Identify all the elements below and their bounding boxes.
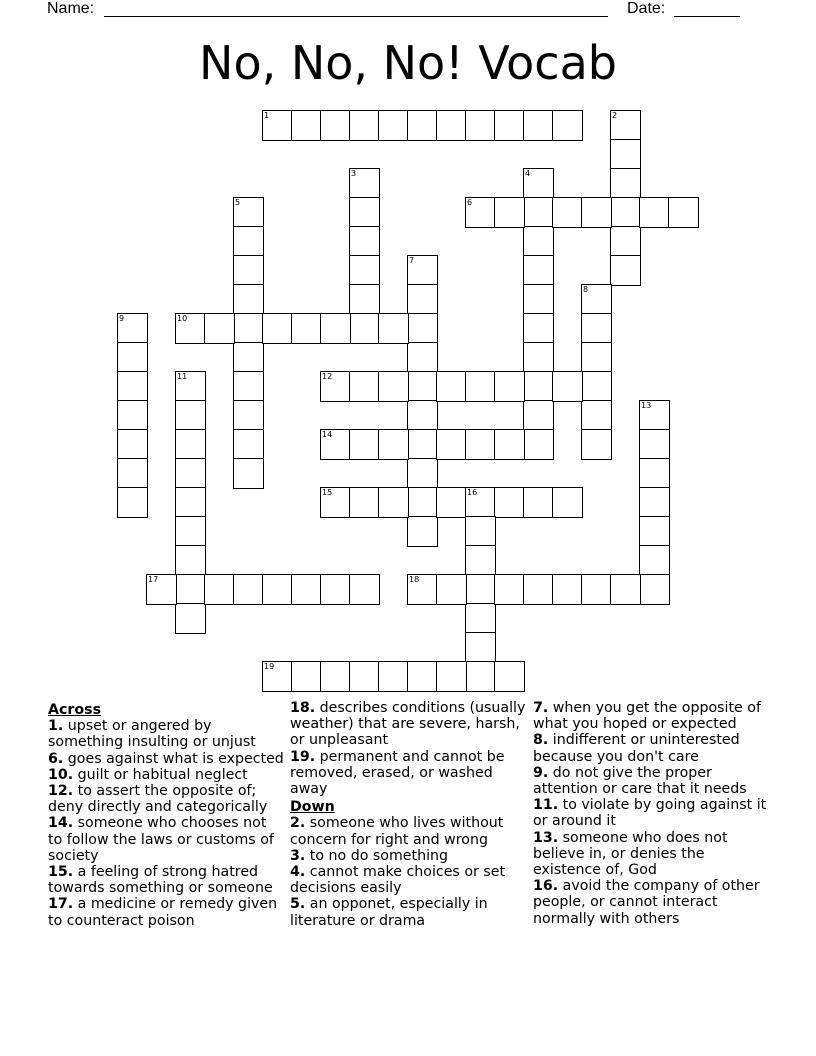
grid-cell[interactable] [349,226,380,257]
grid-cell[interactable] [175,487,206,518]
grid-cell[interactable] [175,458,206,489]
clue-number: 3 [351,169,357,178]
name-label: Name: [47,0,95,17]
clue-number: 12 [322,372,333,381]
grid-cell[interactable] [407,255,438,286]
grid-cell[interactable] [639,545,670,576]
clue-across-18: 18. describes conditions (usually weather) that are severe, harsh, or unpleasant [290,700,526,749]
grid-cell[interactable] [349,661,380,692]
grid-cell[interactable] [523,313,554,344]
grid-cell[interactable] [523,110,554,141]
grid-cell[interactable] [465,632,496,663]
grid-cell[interactable] [378,110,409,141]
clue-number: 7 [409,256,415,265]
grid-cell[interactable] [117,487,148,518]
grid-cell[interactable] [552,574,583,605]
grid-cell[interactable] [610,255,641,286]
grid-cell[interactable] [233,313,264,344]
clues-column-2 [290,700,526,929]
grid-cell[interactable] [146,574,177,605]
grid-cell[interactable] [552,110,583,141]
grid-cell[interactable] [610,226,641,257]
grid-cell[interactable] [233,284,264,315]
grid-cell[interactable] [349,313,380,344]
grid-cell[interactable] [117,458,148,489]
grid-cell[interactable] [581,574,612,605]
grid-cell[interactable] [349,284,380,315]
grid-cell[interactable] [117,371,148,402]
grid-cell[interactable] [117,400,148,431]
grid-cell[interactable] [639,197,670,228]
grid-cell[interactable] [320,429,351,460]
grid-cell[interactable] [610,139,641,170]
grid-cell[interactable] [436,371,467,402]
grid-cell[interactable] [407,371,438,402]
grid-cell[interactable] [407,313,438,344]
grid-cell[interactable] [523,226,554,257]
grid-cell[interactable] [610,574,641,605]
clue-down-3: 3. to no do something [290,847,449,864]
grid-cell[interactable] [523,487,554,518]
grid-cell[interactable] [465,197,496,228]
grid-cell[interactable] [349,429,380,460]
grid-cell[interactable] [320,371,351,402]
grid-cell[interactable] [204,574,235,605]
grid-cell[interactable] [262,313,293,344]
grid-cell[interactable] [407,342,438,373]
grid-cell[interactable] [320,110,351,141]
clue-number: 13 [641,401,652,410]
clue-number: 14 [322,430,333,439]
grid-cell[interactable] [233,400,264,431]
grid-cell[interactable] [175,574,206,605]
grid-cell[interactable] [233,197,264,228]
clue-across-12: 12. to assert the opposite of; deny directly and categorically [48,783,268,816]
grid-cell[interactable] [494,371,525,402]
clue-number: 9 [119,314,125,323]
grid-cell[interactable] [320,661,351,692]
grid-cell[interactable] [581,313,612,344]
grid-cell[interactable] [639,458,670,489]
clue-down-8: 8. indifferent or uninterested because you don't care [533,732,740,765]
grid-cell[interactable] [349,255,380,286]
grid-cell[interactable] [407,487,438,518]
grid-cell[interactable] [494,429,525,460]
clue-across-17: 17. a medicine or remedy given to counteract poison [48,896,278,929]
clue-number: 17 [148,575,159,584]
grid-cell[interactable] [407,429,438,460]
grid-cell[interactable] [407,110,438,141]
grid-cell[interactable] [610,168,641,199]
grid-cell[interactable] [581,371,612,402]
clue-down-5: 5. an opponet, especially in literature or drama [290,896,488,929]
grid-cell[interactable] [349,574,380,605]
clue-across-1: 1. upset or angered by something insulting or unjust [48,718,256,751]
page-title: No, No, No! Vocab [199,36,617,90]
grid-cell[interactable] [175,429,206,460]
clue-number: 19 [264,662,275,671]
grid-cell[interactable] [291,661,322,692]
grid-cell[interactable] [523,342,554,373]
grid-cell[interactable] [523,574,554,605]
down-heading: Down [290,799,335,816]
clue-across-14: 14. someone who chooses not to follow the laws or customs of society [48,815,274,864]
grid-cell[interactable] [349,168,380,199]
grid-cell[interactable] [465,487,496,518]
grid-cell[interactable] [117,429,148,460]
grid-cell[interactable] [436,487,467,518]
grid-cell[interactable] [175,400,206,431]
grid-cell[interactable] [436,661,467,692]
grid-cell[interactable] [233,226,264,257]
clue-number: 8 [583,285,589,294]
grid-cell[interactable] [581,342,612,373]
clue-across-10: 10. guilt or habitual neglect [48,766,248,783]
clues-column-1 [48,700,284,929]
grid-cell[interactable] [552,197,583,228]
grid-cell[interactable] [581,429,612,460]
grid-cell[interactable] [523,371,554,402]
grid-cell[interactable] [407,458,438,489]
grid-cell[interactable] [262,110,293,141]
clue-number: 6 [467,198,473,207]
grid-cell[interactable] [610,110,641,141]
clue-number: 10 [177,314,188,323]
clue-number: 15 [322,488,333,497]
grid-cell[interactable] [291,313,322,344]
clue-number: 2 [612,111,618,120]
grid-cell[interactable] [436,110,467,141]
grid-cell[interactable] [639,400,670,431]
grid-cell[interactable] [523,197,554,228]
grid-cell[interactable] [117,342,148,373]
grid-cell[interactable] [523,284,554,315]
grid-cell[interactable] [523,400,554,431]
grid-cell[interactable] [610,197,641,228]
clues-column-3 [533,700,769,927]
grid-cell[interactable] [465,110,496,141]
clue-across-15: 15. a feeling of strong hatred towards something or someone [48,864,273,897]
grid-cell[interactable] [233,342,264,373]
grid-cell[interactable] [349,371,380,402]
grid-cell[interactable] [494,661,525,692]
grid-cell[interactable] [117,313,148,344]
grid-cell[interactable] [581,400,612,431]
grid-cell[interactable] [407,516,438,547]
grid-cell[interactable] [639,516,670,547]
grid-cell[interactable] [494,110,525,141]
grid-cell[interactable] [320,487,351,518]
clue-number: 18 [409,575,420,584]
grid-cell[interactable] [175,313,206,344]
grid-cell[interactable] [291,110,322,141]
grid-cell[interactable] [175,371,206,402]
grid-cell[interactable] [465,429,496,460]
grid-cell[interactable] [465,545,496,576]
grid-cell[interactable] [407,284,438,315]
clue-down-4: 4. cannot make choices or set decisions easily [290,864,506,897]
grid-cell[interactable] [175,545,206,576]
clue-number: 4 [525,169,531,178]
clue-across-6: 6. goes against what is expected [48,750,284,767]
grid-cell[interactable] [523,255,554,286]
grid-cell[interactable] [233,255,264,286]
grid-cell[interactable] [378,487,409,518]
grid-cell[interactable] [349,487,380,518]
grid-cell[interactable] [233,429,264,460]
grid-cell[interactable] [378,661,409,692]
grid-cell[interactable] [581,197,612,228]
grid-cell[interactable] [204,313,235,344]
grid-cell[interactable] [552,371,583,402]
clue-down-11: 11. to violate by going against it or around it [533,797,767,830]
clue-down-16: 16. avoid the company of other people, or cannot interact normally with others [533,878,760,927]
grid-cell[interactable] [494,574,525,605]
grid-cell[interactable] [233,371,264,402]
grid-cell[interactable] [523,429,554,460]
across-heading: Across [48,702,102,718]
grid-cell[interactable] [465,574,496,605]
grid-cell[interactable] [291,574,322,605]
grid-cell[interactable] [262,661,293,692]
grid-cell[interactable] [494,197,525,228]
grid-cell[interactable] [436,429,467,460]
clue-number: 11 [177,372,188,381]
clue-down-2: 2. someone who lives without concern for right and wrong [290,815,504,848]
date-label: Date: [627,0,666,17]
grid-cell[interactable] [523,168,554,199]
grid-cell[interactable] [581,284,612,315]
grid-cell[interactable] [378,313,409,344]
grid-cell[interactable] [407,400,438,431]
grid-cell[interactable] [465,371,496,402]
grid-cell[interactable] [407,661,438,692]
grid-cell[interactable] [436,574,467,605]
grid-cell[interactable] [378,371,409,402]
grid-cell[interactable] [465,603,496,634]
grid-cell[interactable] [639,487,670,518]
grid-cell[interactable] [320,574,351,605]
grid-cell[interactable] [233,574,264,605]
grid-cell[interactable] [175,516,206,547]
clue-number: 1 [264,111,270,120]
clue-number: 5 [235,198,241,207]
grid-cell[interactable] [262,574,293,605]
clue-number: 16 [467,488,478,497]
grid-cell[interactable] [175,603,206,634]
clue-across-19: 19. permanent and cannot be removed, erased, or washed away [290,748,505,798]
grid-cell[interactable] [349,197,380,228]
clue-down-7: 7. when you get the opposite of what you hoped or expected [533,700,761,733]
grid-cell[interactable] [668,197,699,228]
grid-cell[interactable] [233,458,264,489]
clue-down-13: 13. someone who does not believe in, or denies the existence of, God [533,829,728,879]
grid-cell[interactable] [494,487,525,518]
grid-cell[interactable] [465,516,496,547]
grid-cell[interactable] [639,429,670,460]
grid-cell[interactable] [407,574,438,605]
clue-down-9: 9. do not give the proper attention or care that it needs [533,764,747,798]
grid-cell[interactable] [378,429,409,460]
grid-cell[interactable] [639,574,670,605]
grid-cell[interactable] [349,110,380,141]
grid-cell[interactable] [320,313,351,344]
grid-cell[interactable] [552,487,583,518]
grid-cell[interactable] [465,661,496,692]
